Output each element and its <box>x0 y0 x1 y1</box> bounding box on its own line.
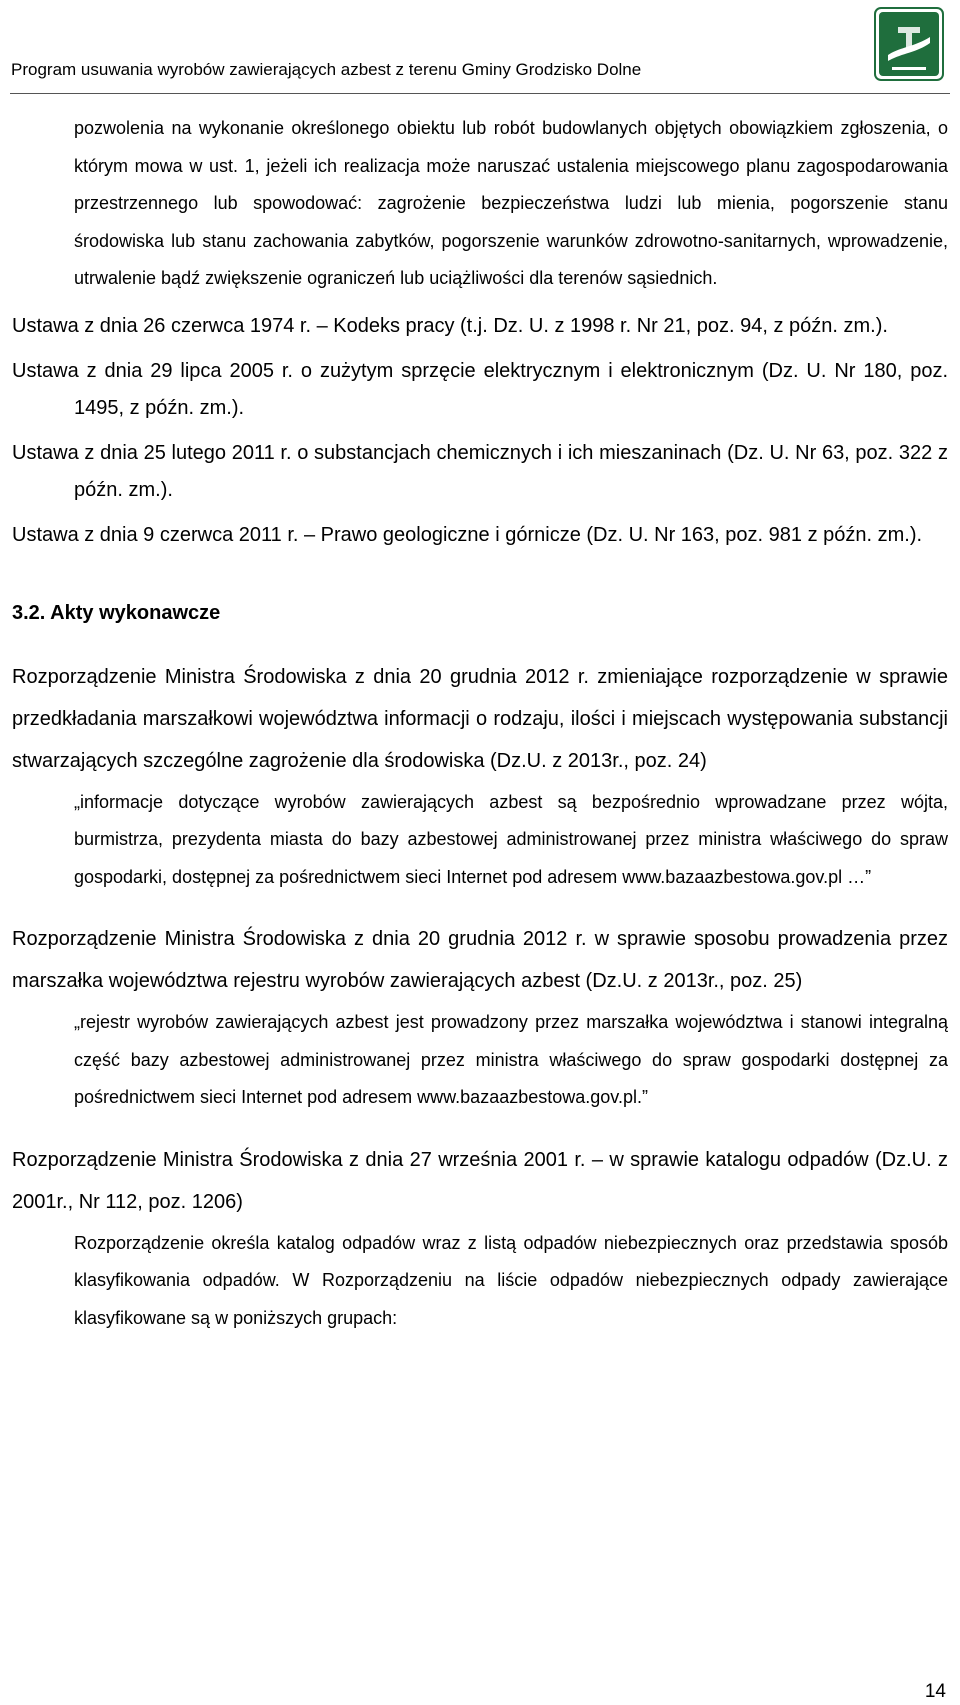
page-header <box>0 0 960 96</box>
page-number: 14 <box>924 1681 946 1702</box>
regulation-description: Rozporządzenie określa katalog odpadów wraz z listą odpadów niebezpiecznych oraz przedstawia sposób klasyfikowania odpadów. W Rozporządzeniu na liście odpadów niebezpiecznych odpady zawierające klasyfikowane są w poniższych grupach: <box>74 1232 948 1328</box>
law-item: Ustawa z dnia 25 lutego 2011 r. o substancjach chemicznych i ich mieszaninach (Dz. U. Nr 63, poz. 322 z późn. zm.). <box>12 441 948 501</box>
regulation-quote: „rejestr wyrobów zawierających azbest jest prowadzony przez marszałka województwa i stanowi integralną część bazy azbestowej administrowanej przez ministra właściwego do spraw gospodarki dostępnej za pośrednictwem sieci Internet pod adresem www.bazaazbestowa.gov.pl.” <box>74 1012 948 1107</box>
header-divider <box>10 93 950 94</box>
regulation-title: Rozporządzenie Ministra Środowiska z dnia 20 grudnia 2012 r. zmieniające rozporządzenie w sprawie przedkładania marszałkowi województwa informacji o rodzaju, ilości i miejscach występowania substancji stwarzających szczególne zagrożenie dla środowiska (Dz.U. z 2013r., poz. 24) <box>12 665 948 772</box>
section-heading: 3.2. Akty wykonawcze <box>12 601 221 624</box>
intro-paragraph: pozwolenia na wykonanie określonego obiektu lub robót budowlanych objętych obowiązkiem zgłoszenia, o którym mowa w ust. 1, jeżeli ich realizacja może naruszać ustalenia miejscowego planu zagospodarowania przestrzennego lub spowodować: zagrożenie bezpieczeństwa ludzi lub mienia, pogorszenie stanu środowiska lub stanu zachowania zabytków, pogorszenie warunków zdrowotno-sanitarnych, wprowadzenie, utrwalenie bądź zwiększenie ograniczeń lub uciążliwości dla terenów sąsiednich. <box>74 118 948 288</box>
regulation-block <box>12 918 948 1117</box>
municipality-logo-icon <box>874 7 944 81</box>
law-item: Ustawa z dnia 9 czerwca 2011 r. – Prawo geologiczne i górnicze (Dz. U. Nr 163, poz. 981 z późn. zm.). <box>12 523 923 546</box>
law-item: Ustawa z dnia 26 czerwca 1974 r. – Kodeks pracy (t.j. Dz. U. z 1998 r. Nr 21, poz. 94, z późn. zm.). <box>12 314 888 337</box>
law-list <box>12 308 948 554</box>
page-content <box>12 110 948 1337</box>
regulation-quote: „informacje dotyczące wyrobów zawierających azbest są bezpośrednio wprowadzane przez wójta, burmistrza, prezydenta miasta do bazy azbestowej administrowanej przez ministra właściwego do spraw gospodarki, dostępnej za pośrednictwem sieci Internet pod adresem www.bazaazbestowa.gov.pl …” <box>74 791 948 887</box>
law-item: Ustawa z dnia 29 lipca 2005 r. o zużytym sprzęcie elektrycznym i elektronicznym (Dz. U. Nr 180, poz. 1495, z późn. zm.). <box>12 359 948 419</box>
regulation-block <box>12 656 948 897</box>
regulation-title: Rozporządzenie Ministra Środowiska z dnia 20 grudnia 2012 r. w sprawie sposobu prowadzenia przez marszałka województwa rejestru wyrobów zawierających azbest (Dz.U. z 2013r., poz. 25) <box>12 928 948 992</box>
regulation-title: Rozporządzenie Ministra Środowiska z dnia 27 września 2001 r. – w sprawie katalogu odpadów (Dz.U. z 2001r., Nr 112, poz. 1206) <box>12 1148 948 1213</box>
document-title: Program usuwania wyrobów zawierających azbest z terenu Gminy Grodzisko Dolne <box>11 60 642 79</box>
regulation-block <box>12 1139 948 1338</box>
